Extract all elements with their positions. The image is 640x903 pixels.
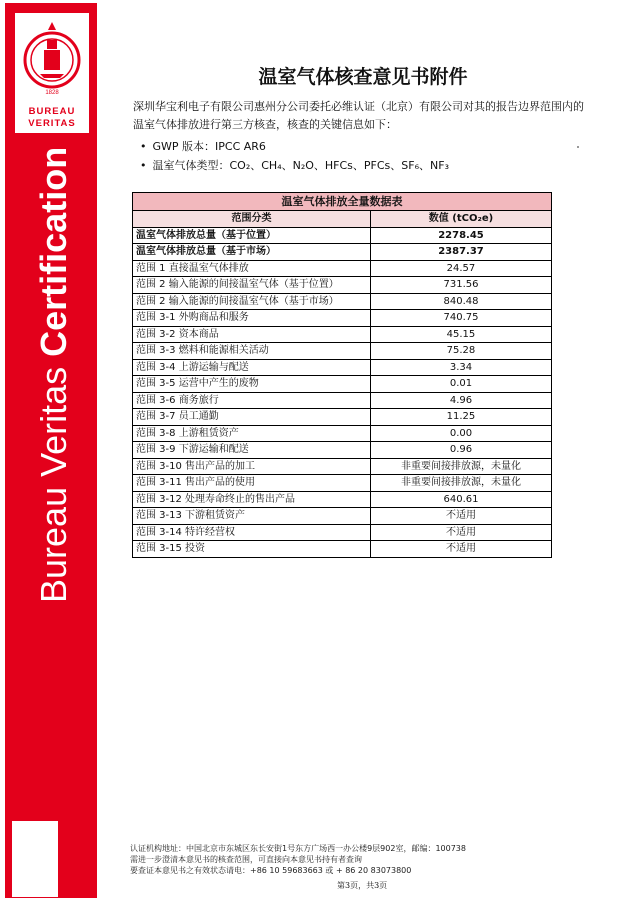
row-value: 不适用 <box>370 508 551 525</box>
table-title: 温室气体排放全量数据表 <box>133 193 552 211</box>
row-category: 范围 3-1 外购商品和服务 <box>133 310 371 327</box>
table-row <box>133 442 552 459</box>
row-category: 范围 3-10 售出产品的加工 <box>133 458 371 475</box>
table-row <box>133 326 552 343</box>
row-category: 范围 3-3 燃料和能源相关活动 <box>133 343 371 360</box>
row-category: 温室气体排放总量（基于位置） <box>133 227 371 244</box>
brand-vertical-title <box>33 147 75 603</box>
header-category: 范围分类 <box>133 211 371 228</box>
row-category: 范围 3-14 特许经营权 <box>133 524 371 541</box>
table-row <box>133 293 552 310</box>
row-category: 范围 3-9 下游运输和配送 <box>133 442 371 459</box>
logo-bureau-text: BUREAU <box>28 106 76 117</box>
row-value: 0.01 <box>370 376 551 393</box>
table-row <box>133 376 552 393</box>
table-row <box>133 310 552 327</box>
brand-name-bold: Certification <box>33 146 74 357</box>
footer-clarification: 需进一步澄清本意见书的核查范围，可直接向本意见书持有者查询 <box>130 855 362 864</box>
row-category: 范围 3-12 处理寿命终止的售出产品 <box>133 491 371 508</box>
row-value: 0.00 <box>370 425 551 442</box>
emissions-table <box>132 192 552 558</box>
row-value: 0.96 <box>370 442 551 459</box>
row-value: 75.28 <box>370 343 551 360</box>
row-value: 不适用 <box>370 541 551 558</box>
row-category: 范围 3-6 商务旅行 <box>133 392 371 409</box>
table-row <box>133 277 552 294</box>
logo-veritas-text: VERITAS <box>28 118 76 129</box>
table-row <box>133 508 552 525</box>
brand-name-light: Bureau Veritas <box>33 356 74 603</box>
row-category: 范围 3-11 售出产品的使用 <box>133 475 371 492</box>
stray-dot <box>577 146 579 148</box>
table-row <box>133 244 552 261</box>
row-category: 范围 3-5 运营中产生的废物 <box>133 376 371 393</box>
header-value: 数值 (tCO₂e) <box>370 211 551 228</box>
row-category: 温室气体排放总量（基于市场） <box>133 244 371 261</box>
key-info-list <box>140 137 449 175</box>
row-value: 740.75 <box>370 310 551 327</box>
row-category: 范围 2 输入能源的间接温室气体（基于市场） <box>133 293 371 310</box>
bureau-veritas-logo <box>15 13 89 133</box>
row-category: 范围 2 输入能源的间接温室气体（基于位置） <box>133 277 371 294</box>
seal-icon <box>16 14 88 104</box>
row-category: 范围 3-4 上游运输与配送 <box>133 359 371 376</box>
page-number: 第3页，共3页 <box>337 881 388 890</box>
table-row <box>133 227 552 244</box>
row-value: 3.34 <box>370 359 551 376</box>
table-row <box>133 491 552 508</box>
document-title: 温室气体核查意见书附件 <box>258 66 468 88</box>
brand-sidebar <box>5 3 97 898</box>
row-value: 731.56 <box>370 277 551 294</box>
row-value: 非重要间接排放源，未量化 <box>370 458 551 475</box>
table-row <box>133 392 552 409</box>
table-row <box>133 475 552 492</box>
sidebar-corner-box <box>12 821 58 897</box>
table-row <box>133 458 552 475</box>
list-item: • GWP 版本：IPCC AR6 <box>140 137 449 156</box>
row-value: 非重要间接排放源，未量化 <box>370 475 551 492</box>
table-row <box>133 359 552 376</box>
row-category: 范围 3-8 上游租赁资产 <box>133 425 371 442</box>
logo-year: 1828 <box>45 90 59 96</box>
row-value: 2278.45 <box>370 227 551 244</box>
row-value: 2387.37 <box>370 244 551 261</box>
row-value: 4.96 <box>370 392 551 409</box>
footer-verification-phone: 要查证本意见书之有效状态请电：+86 10 59683663 或 + 86 20 83073800 <box>130 866 412 875</box>
table-row <box>133 541 552 558</box>
row-value: 11.25 <box>370 409 551 426</box>
row-category: 范围 1 直接温室气体排放 <box>133 260 371 277</box>
row-category: 范围 3-13 下游租赁资产 <box>133 508 371 525</box>
table-body <box>133 227 552 557</box>
footer <box>130 843 466 876</box>
table-row <box>133 343 552 360</box>
list-item: • 温室气体类型：CO₂、CH₄、N₂O、HFCs、PFCs、SF₆、NF₃ <box>140 156 449 175</box>
row-value: 24.57 <box>370 260 551 277</box>
row-value: 840.48 <box>370 293 551 310</box>
row-category: 范围 3-15 投资 <box>133 541 371 558</box>
row-value: 45.15 <box>370 326 551 343</box>
table-row <box>133 409 552 426</box>
row-value: 640.61 <box>370 491 551 508</box>
row-value: 不适用 <box>370 524 551 541</box>
row-category: 范围 3-7 员工通勤 <box>133 409 371 426</box>
table-row <box>133 524 552 541</box>
table-row <box>133 260 552 277</box>
footer-address: 认证机构地址：中国北京市东城区东长安街1号东方广场西一办公楼9层902室，邮编：100738 <box>130 844 466 853</box>
row-category: 范围 3-2 资本商品 <box>133 326 371 343</box>
table-row <box>133 425 552 442</box>
intro-paragraph: 深圳华宝利电子有限公司惠州分公司委托必维认证（北京）有限公司对其的报告边界范围内的温室气体排放进行第三方核查，核查的关键信息如下： <box>133 100 584 131</box>
